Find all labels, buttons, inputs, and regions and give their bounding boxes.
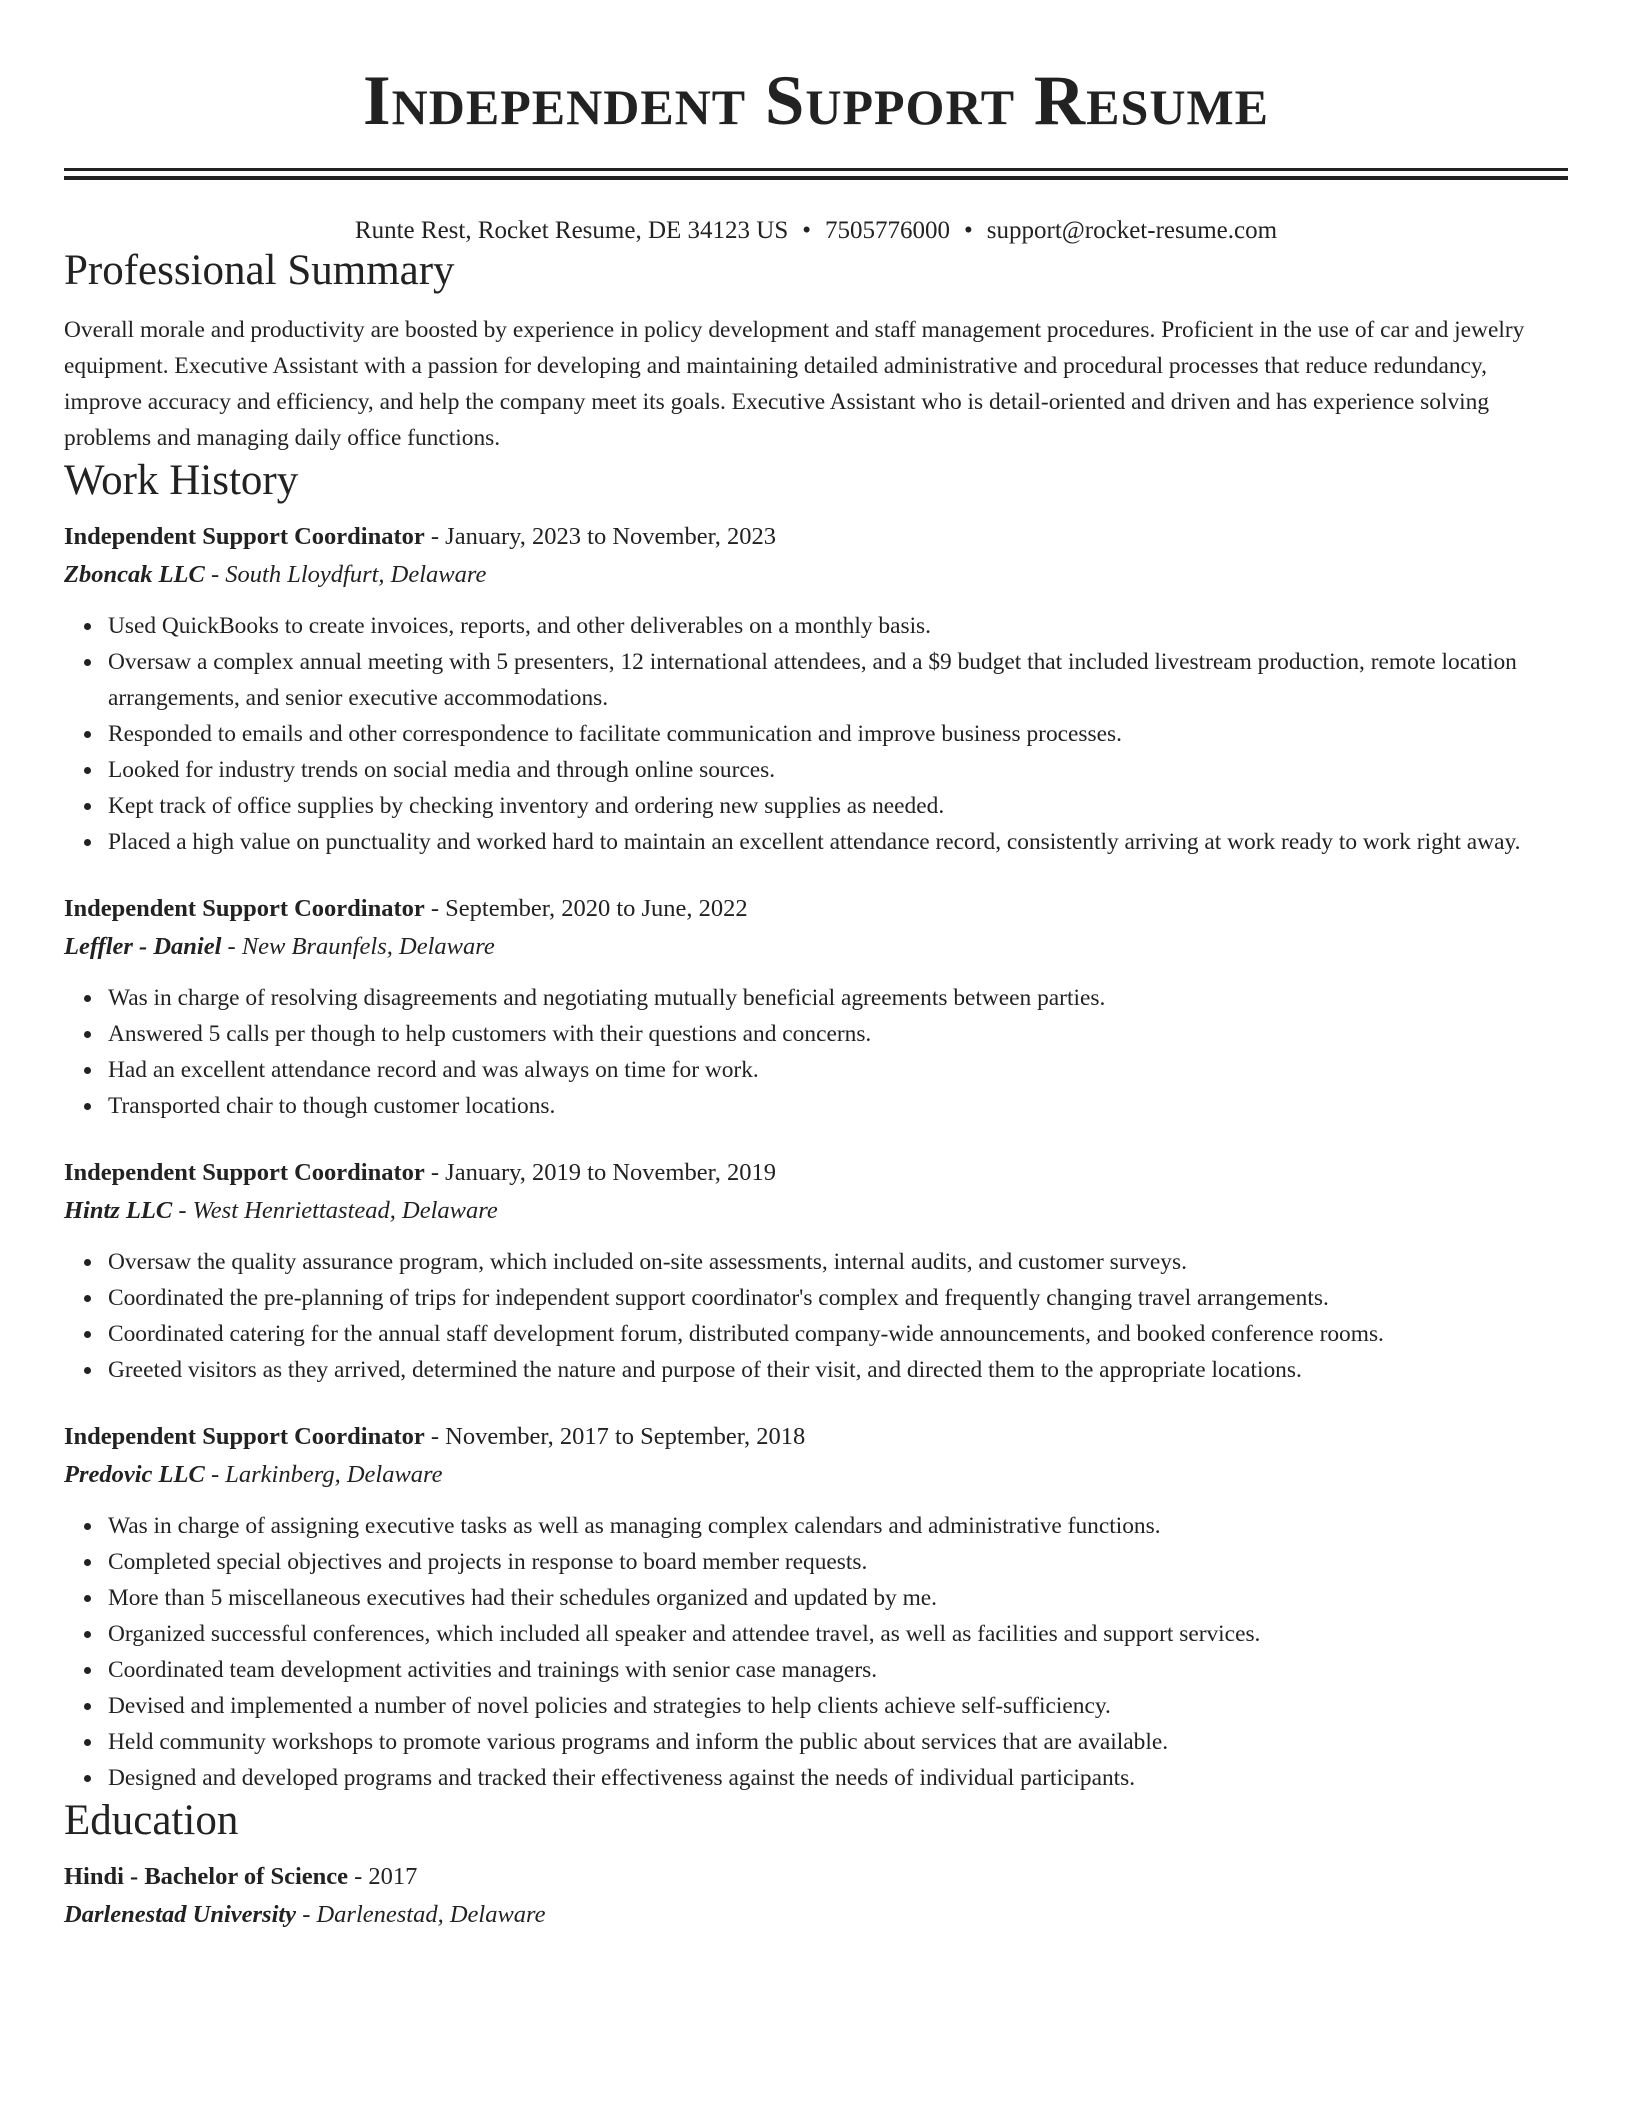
job-company-line: [64, 1192, 1568, 1230]
job-company: Zboncak LLC: [64, 561, 205, 588]
job-entry: [64, 1418, 1568, 1796]
resume-title: Independent Support Resume: [363, 62, 1269, 140]
job-location: - Larkinberg, Delaware: [204, 1461, 443, 1488]
job-duty-item: Organized successful conferences, which included all speaker and attendee travel, as well as facilities and support services.: [108, 1616, 1568, 1652]
job-duties-list: [64, 608, 1568, 860]
job-dates: - January, 2019 to November, 2019: [424, 1159, 777, 1186]
job-title-line: [64, 518, 1568, 556]
job-spacer: [64, 1124, 1568, 1154]
job-duty-item: Designed and developed programs and tracked their effectiveness against the needs of individual participants.: [108, 1760, 1568, 1796]
education-year: - 2017: [348, 1863, 418, 1890]
contact-phone: 7505776000: [825, 217, 950, 244]
job-title-line: [64, 1154, 1568, 1192]
job-duty-item: Kept track of office supplies by checking inventory and ordering new supplies as needed.: [108, 788, 1568, 824]
job-location: - New Braunfels, Delaware: [221, 933, 495, 960]
job-duty-item: Placed a high value on punctuality and worked hard to maintain an excellent attendance record, consistently arriving at work ready to work right away.: [108, 824, 1568, 860]
job-duty-item: Was in charge of assigning executive tasks as well as managing complex calendars and administrative functions.: [108, 1508, 1568, 1544]
job-title-line: [64, 890, 1568, 928]
contact-line: [64, 216, 1568, 246]
job-location: - South Lloydfurt, Delaware: [204, 561, 487, 588]
job-role: Independent Support Coordinator: [64, 1423, 425, 1450]
education-degree: Hindi - Bachelor of Science: [64, 1863, 348, 1890]
job-entry: [64, 890, 1568, 1124]
job-spacer: [64, 1388, 1568, 1418]
job-role: Independent Support Coordinator: [64, 1159, 425, 1186]
job-company-line: [64, 928, 1568, 966]
contact-address: Runte Rest, Rocket Resume, DE 34123 US: [354, 217, 789, 244]
job-duty-item: Held community workshops to promote various programs and inform the public about services that are available.: [108, 1724, 1568, 1760]
job-company: Predovic LLC: [64, 1461, 205, 1488]
contact-separator: •: [964, 217, 973, 244]
job-duty-item: More than 5 miscellaneous executives had their schedules organized and updated by me.: [108, 1580, 1568, 1616]
work-history-heading: Work History: [64, 457, 299, 504]
job-role: Independent Support Coordinator: [64, 895, 425, 922]
education-location: - Darlenestad, Delaware: [296, 1901, 546, 1928]
job-role: Independent Support Coordinator: [64, 523, 425, 550]
education-school: Darlenestad University: [64, 1901, 297, 1928]
job-company: Leffler - Daniel: [64, 933, 222, 960]
job-duties-list: [64, 1244, 1568, 1388]
summary-heading: Professional Summary: [64, 247, 455, 294]
job-duty-item: Coordinated the pre-planning of trips for independent support coordinator's complex and frequently changing travel arrangements.: [108, 1280, 1568, 1316]
job-dates: - September, 2020 to June, 2022: [424, 895, 748, 922]
job-spacer: [64, 860, 1568, 890]
education-school-line: [64, 1896, 1568, 1934]
job-duty-item: Devised and implemented a number of novel policies and strategies to help clients achieve self-sufficiency.: [108, 1688, 1568, 1724]
job-entry: [64, 1154, 1568, 1388]
job-duty-item: Oversaw a complex annual meeting with 5 presenters, 12 international attendees, and a $9 budget that included livestream production, remote location arrangements, and senior executive accommodations.: [108, 644, 1568, 716]
job-duties-list: [64, 980, 1568, 1124]
job-duty-item: Transported chair to though customer locations.: [108, 1088, 1568, 1124]
job-duty-item: Greeted visitors as they arrived, determined the nature and purpose of their visit, and directed them to the appropriate locations.: [108, 1352, 1568, 1388]
title-divider-bottom: [64, 176, 1568, 180]
education-heading: Education: [64, 1797, 239, 1844]
job-duty-item: Had an excellent attendance record and was always on time for work.: [108, 1052, 1568, 1088]
job-location: - West Henriettastead, Delaware: [172, 1197, 498, 1224]
title-divider-top: [64, 168, 1568, 171]
job-title-line: [64, 1418, 1568, 1456]
job-dates: - January, 2023 to November, 2023: [424, 523, 777, 550]
job-duty-item: Oversaw the quality assurance program, which included on-site assessments, internal audits, and customer surveys.: [108, 1244, 1568, 1280]
job-duty-item: Coordinated team development activities and trainings with senior case managers.: [108, 1652, 1568, 1688]
summary-text: Overall morale and productivity are boosted by experience in policy development and staff management procedures. Proficient in the use of car and jewelry equipment. Executive Assistant with a passion for developing and maintaining detailed administrative and procedural processes that reduce redundancy, improve accuracy and efficiency, and help the company meet its goals. Executive Assistant who is detail-oriented and driven and has experience solving problems and managing daily office functions.: [64, 317, 1525, 451]
job-duty-item: Coordinated catering for the annual staff development forum, distributed company-wide announcements, and booked conference rooms.: [108, 1316, 1568, 1352]
education-degree-line: [64, 1858, 1568, 1896]
job-dates: - November, 2017 to September, 2018: [424, 1423, 806, 1450]
job-company: Hintz LLC: [64, 1197, 173, 1224]
job-company-line: [64, 1456, 1568, 1494]
job-duty-item: Responded to emails and other correspondence to facilitate communication and improve business processes.: [108, 716, 1568, 752]
job-duty-item: Looked for industry trends on social media and through online sources.: [108, 752, 1568, 788]
job-entry: [64, 518, 1568, 860]
contact-separator: •: [802, 217, 811, 244]
work-history-list: [64, 518, 1568, 1796]
job-duty-item: Was in charge of resolving disagreements and negotiating mutually beneficial agreements between parties.: [108, 980, 1568, 1016]
job-duty-item: Answered 5 calls per though to help customers with their questions and concerns.: [108, 1016, 1568, 1052]
job-duties-list: [64, 1508, 1568, 1796]
job-duty-item: Used QuickBooks to create invoices, reports, and other deliverables on a monthly basis.: [108, 608, 1568, 644]
job-duty-item: Completed special objectives and projects in response to board member requests.: [108, 1544, 1568, 1580]
job-company-line: [64, 556, 1568, 594]
contact-email: support@rocket-resume.com: [986, 217, 1278, 244]
